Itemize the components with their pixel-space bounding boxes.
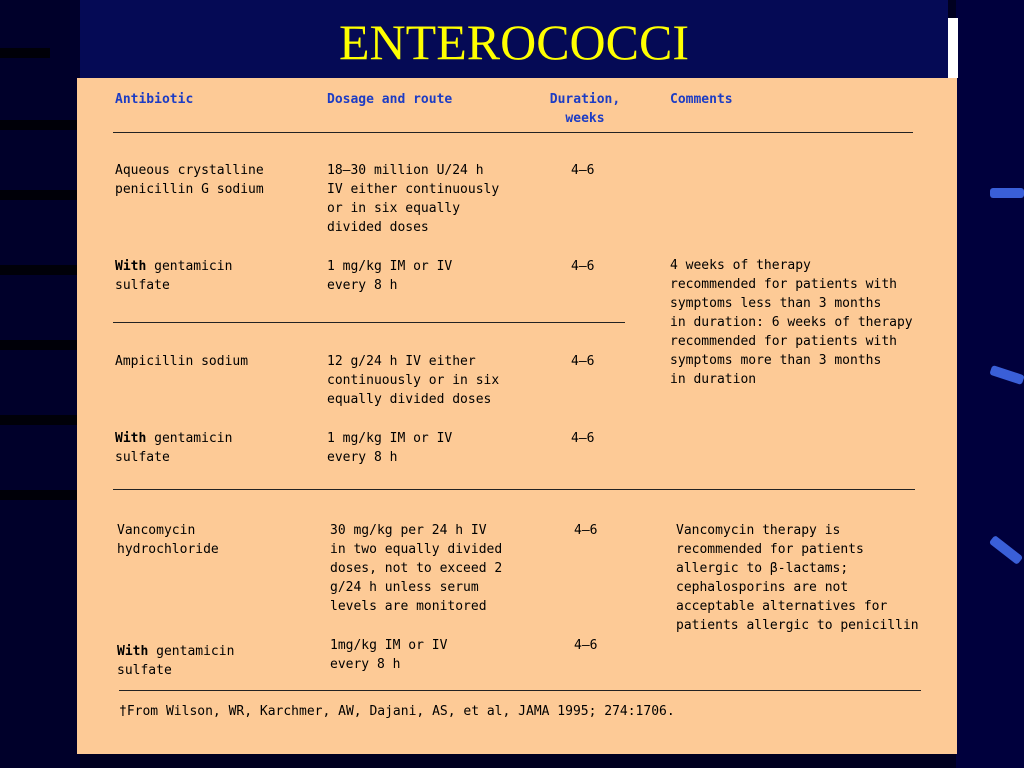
background-stripe: [0, 415, 80, 425]
table-row-dosage: 30 mg/kg per 24 h IV in two equally divided doses, not to exceed 2 g/24 h unless serum levels are monitored: [330, 523, 503, 614]
table-row-dosage: 12 g/24 h IV either continuously or in six equally divided doses: [327, 354, 500, 407]
table-row-duration: 4–6: [571, 163, 595, 178]
header-comments: Comments: [670, 92, 733, 107]
table-row-dosage: 1 mg/kg IM or IV every 8 h: [327, 259, 453, 293]
background-left-band: [0, 0, 80, 768]
background-stripe: [0, 48, 50, 58]
antibiotic-table: [77, 78, 957, 754]
table-row-duration: 4–6: [571, 354, 595, 369]
header-antibiotic: Antibiotic: [115, 92, 194, 107]
table-row-antibiotic: Vancomycin hydrochloride: [117, 523, 219, 557]
row-divider: [113, 322, 625, 323]
antibiotic-name: gentamicin: [146, 431, 233, 446]
antibiotic-name-line2: sulfate: [115, 450, 170, 465]
background-stripe: [0, 490, 80, 500]
antibiotic-name: gentamicin: [146, 259, 233, 274]
comment-vancomycin: Vancomycin therapy is recommended for patients allergic to β-lactams; cephalosporins are not acceptable alternatives for patients allergic to penicillin: [676, 523, 919, 633]
antibiotic-name-line2: sulfate: [117, 663, 172, 678]
table-row-antibiotic: Aqueous crystalline penicillin G sodium: [115, 163, 264, 197]
footer-divider: [119, 690, 921, 691]
table-row-duration: 4–6: [571, 431, 595, 446]
header-duration: Duration, weeks: [549, 92, 621, 126]
footnote-citation: †From Wilson, WR, Karchmer, AW, Dajani, AS, et al, JAMA 1995; 274:1706.: [119, 704, 675, 719]
table-row-dosage: 18–30 million U/24 h IV either continuously or in six equally divided doses: [327, 163, 500, 235]
table-row-antibiotic: [117, 642, 234, 680]
table-row-dosage: 1 mg/kg IM or IV every 8 h: [327, 431, 453, 465]
table-row-antibiotic: Ampicillin sodium: [115, 354, 249, 369]
table-row-duration: 4–6: [574, 523, 598, 538]
slide-title: ENTEROCOCCI: [339, 14, 689, 70]
table-row-antibiotic: [115, 429, 232, 467]
background-stripe: [0, 340, 80, 350]
header-dosage: Dosage and route: [327, 92, 453, 107]
with-word: With: [117, 644, 149, 659]
table-row-duration: 4–6: [574, 638, 598, 653]
title-bar: [80, 0, 948, 78]
comment-penicillin-ampicillin: 4 weeks of therapy recommended for patients with symptoms less than 3 months in duration: 6 weeks of therapy recommended for patients with symptoms more than 3 months in duration: [670, 258, 913, 387]
table-row-duration: 4–6: [571, 259, 595, 274]
background-right-band: [956, 0, 1024, 768]
antibiotic-name-line2: sulfate: [115, 278, 170, 293]
table-row-antibiotic: [115, 257, 232, 295]
with-word: With: [115, 431, 147, 446]
with-word: With: [115, 259, 147, 274]
row-divider: [113, 489, 915, 490]
decorative-dash: [990, 188, 1024, 198]
antibiotic-name: gentamicin: [148, 644, 235, 659]
background-stripe: [0, 265, 80, 275]
background-stripe: [0, 120, 80, 130]
table-row-dosage: 1mg/kg IM or IV every 8 h: [330, 638, 448, 672]
header-divider: [113, 132, 913, 133]
title-bar-edge: [948, 18, 958, 78]
background-stripe: [0, 190, 80, 200]
